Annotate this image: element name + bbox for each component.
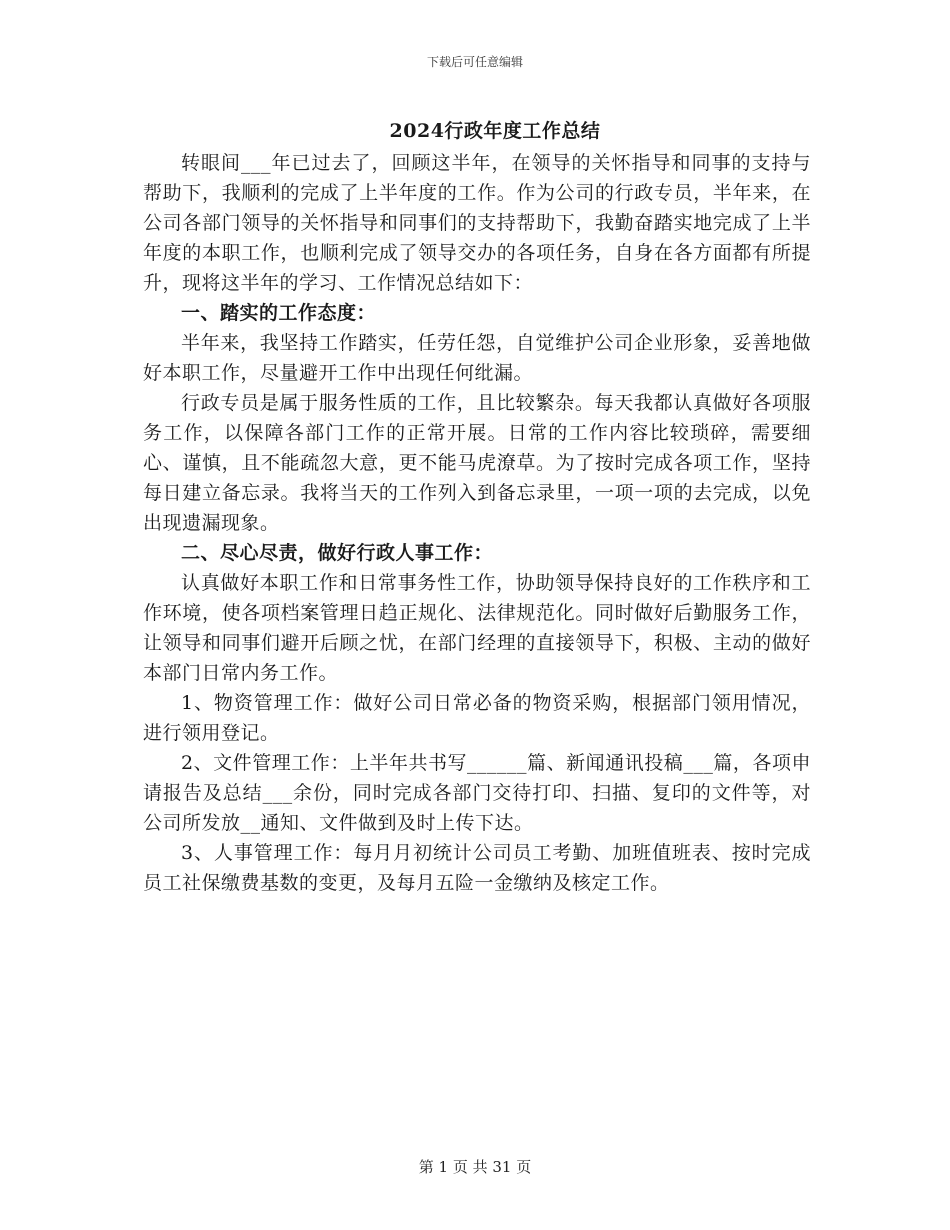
section-heading-2: 二、尽心尽责，做好行政人事工作： [181,542,494,564]
paragraph: 认真做好本职工作和日常事务性工作，协助领导保持良好的工作秩序和工作环境，使各项档案管理日趋正规化、法律规范化。同时做好后勤服务工作，让领导和同事们避开后顾之忧，在部门经理的直接领导下，积极、主动的做好本部门日常内务工作。 [143,572,811,684]
paragraph: 行政专员是属于服务性质的工作，且比较繁杂。每天我都认真做好各项服务工作，以保障各部门工作的正常开展。日常的工作内容比较琐碎，需要细心、谨慎，且不能疏忽大意，更不能马虎潦草。为了按时完成各项工作，坚持每日建立备忘录。我将当天的工作列入到备忘录里，一项一项的去完成，以免出现遗漏现象。 [143,392,811,534]
paragraph-item-3: 3、人事管理工作：每月月初统计公司员工考勤、加班值班表、按时完成员工社保缴费基数的变更，及每月五险一金缴纳及核定工作。 [143,842,811,894]
page-header-note: 下载后可任意编辑 [426,55,523,69]
paragraph-item-1: 1、物资管理工作：做好公司日常必备的物资采购，根据部门领用情况，进行领用登记。 [143,692,811,744]
paragraph-intro: 转眼间___年已过去了，回顾这半年，在领导的关怀指导和同事的支持与帮助下，我顺利的完成了上半年度的工作。作为公司的行政专员，半年来，在公司各部门领导的关怀指导和同事们的支持帮助下，我勤奋踏实地完成了上半年度的本职工作，也顺利完成了领导交办的各项任务，自身在各方面都有所提升，现将这半年的学习、工作情况总结如下： [143,152,811,294]
page-number: 第 1 页 共 31 页 [418,1158,532,1176]
paragraph: 半年来，我坚持工作踏实，任劳任怨，自觉维护公司企业形象，妥善地做好本职工作，尽量避开工作中出现任何纰漏。 [143,332,811,384]
paragraph-item-2: 2、文件管理工作：上半年共书写______篇、新闻通讯投稿___篇，各项申请报告及总结___余份，同时完成各部门交待打印、扫描、复印的文件等，对公司所发放__通知、文件做到及时上传下达。 [143,752,811,834]
document-title: 2024行政年度工作总结 [389,120,601,142]
section-heading-1: 一、踏实的工作态度： [181,302,377,324]
document-body [143,148,811,898]
